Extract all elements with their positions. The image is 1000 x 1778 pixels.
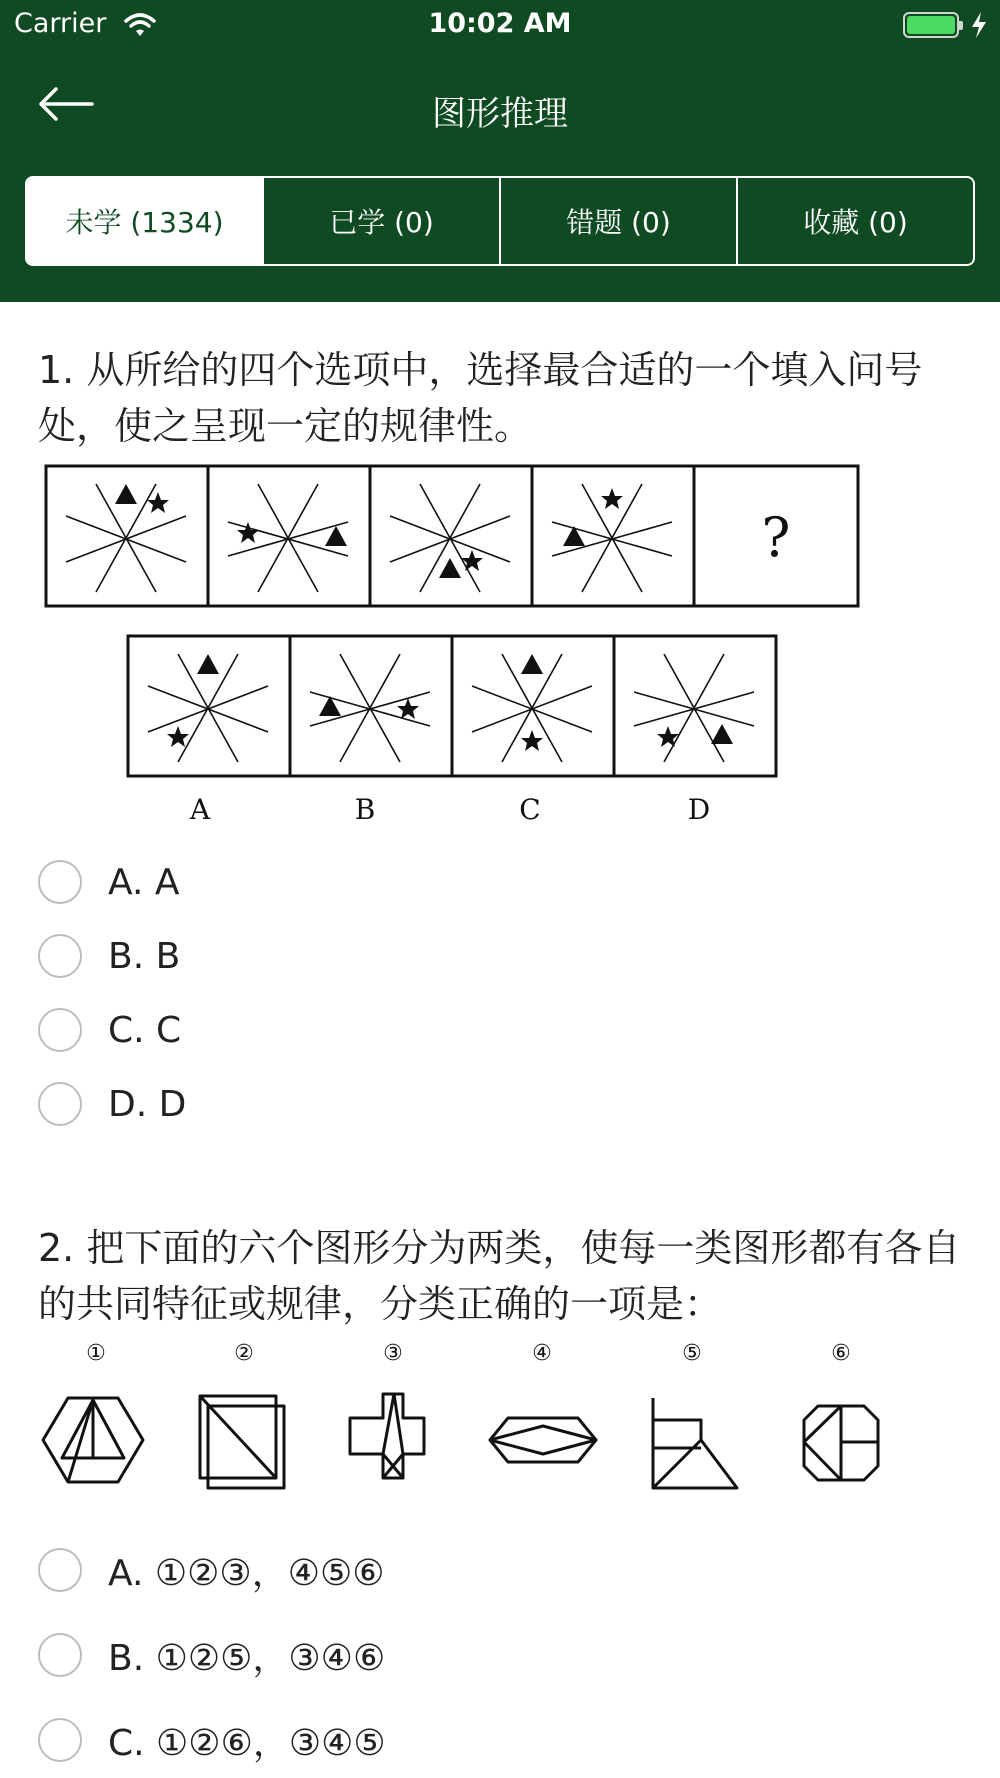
status-bar bbox=[0, 0, 1000, 50]
radio-button[interactable] bbox=[38, 1008, 82, 1052]
radio-button[interactable] bbox=[38, 860, 82, 904]
radio-button[interactable] bbox=[38, 1633, 82, 1677]
question-mark: ? bbox=[761, 506, 791, 569]
shape-label-4: ④ bbox=[532, 1341, 552, 1366]
header bbox=[0, 0, 1000, 302]
tab-favorites[interactable]: 收藏 (0) bbox=[736, 178, 973, 264]
tab-learned[interactable]: 已学 (0) bbox=[262, 178, 499, 264]
shape-label-3: ③ bbox=[383, 1341, 403, 1366]
question-1-text: 1. 从所给的四个选项中，选择最合适的一个填入问号处，使之呈现一定的规律性。 bbox=[38, 348, 923, 448]
page-title: 图形推理 bbox=[432, 94, 568, 134]
tab-wrong[interactable]: 错题 (0) bbox=[499, 178, 736, 264]
q1-option-a[interactable] bbox=[38, 858, 180, 906]
q2-option-b[interactable] bbox=[38, 1631, 385, 1679]
radio-button[interactable] bbox=[38, 1548, 82, 1592]
shape-label-6: ⑥ bbox=[831, 1341, 851, 1366]
option-label: C. C bbox=[108, 1009, 182, 1051]
question-2-text: 2. 把下面的六个图形分为两类，使每一类图形都有各自的共同特征或规律，分类正确的一项是： bbox=[38, 1226, 961, 1326]
figure-label-c: C bbox=[519, 793, 541, 826]
option-label: D. D bbox=[108, 1083, 187, 1125]
battery-icon bbox=[903, 12, 959, 38]
shape-label-5: ⑤ bbox=[682, 1341, 702, 1366]
option-label: B. B bbox=[108, 935, 181, 977]
carrier-label: Carrier bbox=[14, 8, 107, 39]
q2-option-a[interactable] bbox=[38, 1546, 385, 1594]
charging-bolt-icon bbox=[970, 11, 988, 39]
nav-bar bbox=[0, 60, 1000, 150]
question-2-figure bbox=[40, 1336, 900, 1516]
status-time: 10:02 AM bbox=[428, 8, 572, 39]
radio-button[interactable] bbox=[38, 1718, 82, 1762]
q1-option-c[interactable] bbox=[38, 1006, 181, 1054]
question-1-figure bbox=[44, 462, 864, 832]
q1-option-b[interactable] bbox=[38, 932, 180, 980]
tab-bar bbox=[25, 176, 975, 266]
tab-unlearned[interactable]: 未学 (1334) bbox=[27, 178, 262, 264]
figure-label-b: B bbox=[354, 793, 376, 826]
option-label: B. ①②⑤，③④⑥ bbox=[108, 1637, 386, 1679]
radio-button[interactable] bbox=[38, 1082, 82, 1126]
figure-label-a: A bbox=[189, 793, 211, 826]
q2-option-c[interactable] bbox=[38, 1716, 386, 1764]
radio-button[interactable] bbox=[38, 934, 82, 978]
option-label: A. ①②③，④⑤⑥ bbox=[108, 1552, 385, 1594]
shape-label-1: ① bbox=[86, 1341, 106, 1366]
q1-option-d[interactable] bbox=[38, 1080, 186, 1128]
option-label: A. A bbox=[108, 861, 180, 903]
figure-label-d: D bbox=[687, 793, 711, 826]
option-label: C. ①②⑥，③④⑤ bbox=[108, 1722, 386, 1764]
shape-label-2: ② bbox=[234, 1341, 254, 1366]
